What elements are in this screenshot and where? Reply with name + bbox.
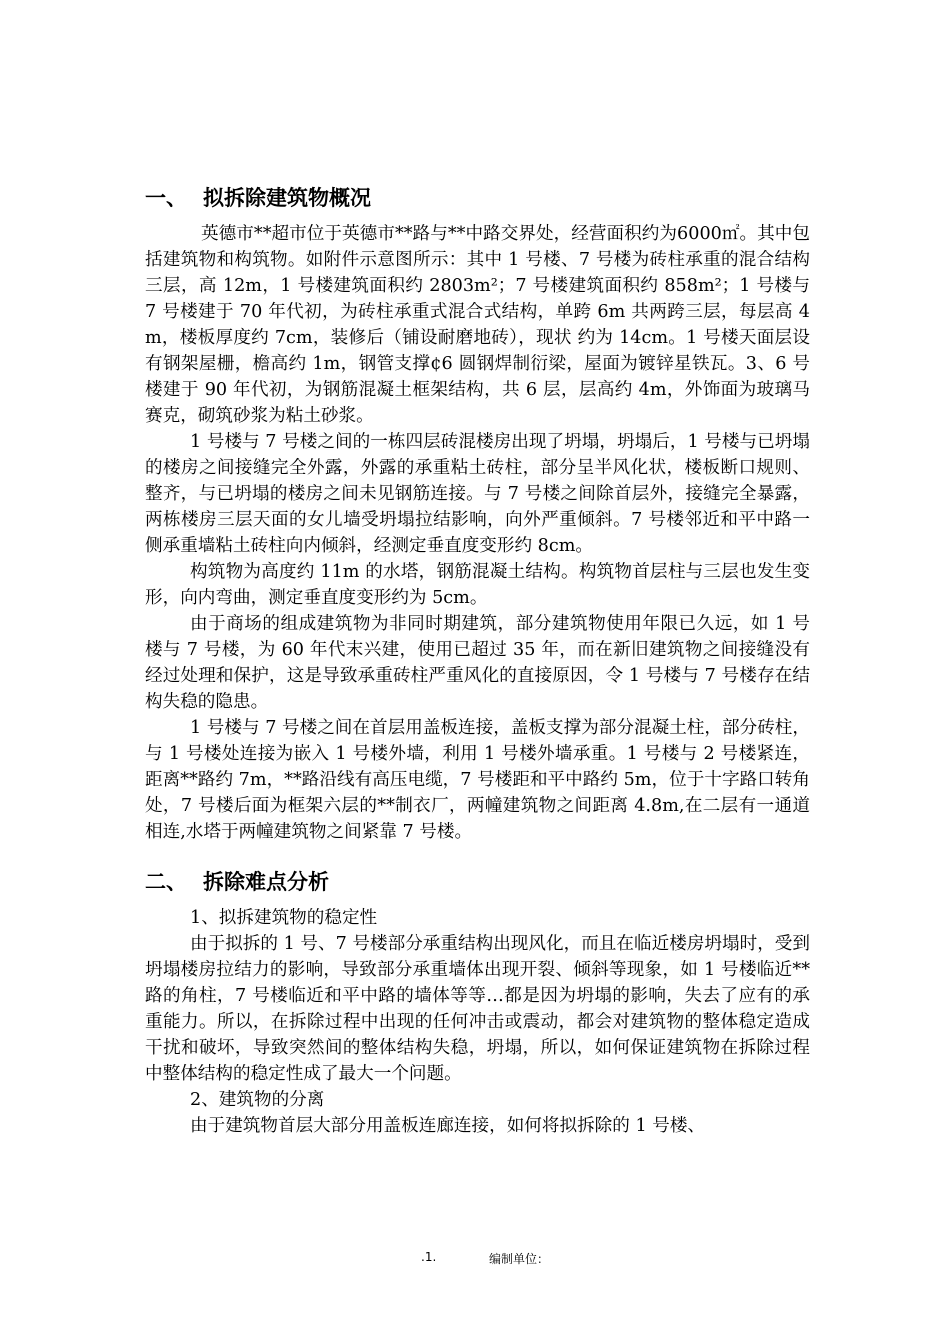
page-number: .1. [421, 1250, 437, 1264]
footer-compiler-unit: 编制单位： [489, 1252, 550, 1266]
section-1-paragraph-5: 1 号楼与 7 号楼之间在首层用盖板连接，盖板支撑为部分混凝土柱，部分砖柱，与 1 号楼处连接为嵌入 1 号楼外墙，利用 1 号楼外墙承重。1 号楼与 2 号楼紧连，距离**路约 7m，**路沿线有高压电缆，7 号楼距和平中路约 5m，位于十字路口转角处，7 号楼后面为框架六层的**制衣厂，两幢建筑物之间距离 4.8m,在二层有一通道相连,水塔于两幢建筑物之间紧靠 7 号楼。 [145, 718, 810, 842]
section-1-paragraph-1: 英德市**超市位于英德市**路与**中路交界处，经营面积约为6000㎡。其中包括建筑物和构筑物。如附件示意图所示：其中 1 号楼、7 号楼为砖柱承重的混合结构三层，高 12m，1 号楼建筑面积约 2803m²；7 号楼建筑面积约 858m²；1 号楼与 7 号楼建于 70 年代初，为砖柱承重式混合式结构，单跨 6m 共两跨三层，每层高 4m，楼板厚度约 7cm，装修后（铺设耐磨地砖），现状 约为 14cm。1 号楼天面层设有钢架屋栅，檐高约 1m，钢管支撑¢6 圆钢焊制衍梁，屋面为镀锌星铁瓦。3、6 号楼建于 90 年代初，为钢筋混凝土框架结构，共 6 层，层高约 4m，外饰面为玻璃马赛克，砌筑砂浆为粘土砂浆。 [145, 224, 810, 426]
section-1-paragraph-4: 由于商场的组成建筑物为非同时期建筑，部分建筑物使用年限已久远，如 1 号楼与 7 号楼，为 60 年代末兴建，使用已超过 35 年，而在新旧建筑物之间接缝没有经过处理和保护，这是导致承重砖柱严重风化的直接原因，令 1 号楼与 7 号楼存在结构失稳的隐患。 [145, 614, 810, 712]
section-1-number: 一、 [145, 186, 187, 210]
document-body [145, 183, 810, 1139]
section-1-paragraph-3: 构筑物为高度约 11m 的水塔，钢筋混凝土结构。构筑物首层柱与三层也发生变形，向内弯曲，测定垂直度变形约为 5cm。 [145, 562, 810, 608]
section-2-number: 二、 [145, 870, 187, 894]
section-1-paragraph-2: 1 号楼与 7 号楼之间的一栋四层砖混楼房出现了坍塌，坍塌后，1 号楼与已坍塌的楼房之间接缝完全外露，外露的承重粘土砖柱，部分呈半风化状，楼板断口规则、整齐，与已坍塌的楼房之间未见钢筋连接。与 7 号楼之间除首层外，接缝完全暴露，两栋楼房三层天面的女儿墙受坍塌拉结影响，向外严重倾斜。7 号楼邻近和平中路一侧承重墙粘土砖柱向内倾斜，经测定垂直度变形约 8cm。 [145, 432, 810, 556]
section-1-title: 拟拆除建筑物概况 [203, 186, 371, 210]
section-2-heading [145, 867, 810, 897]
section-2-paragraph-2: 由于建筑物首层大部分用盖板连廊连接，如何将拟拆除的 1 号楼、 [190, 1116, 706, 1136]
section-2-subheading-1: 1、拟拆建筑物的稳定性 [190, 908, 378, 928]
section-2-paragraph-1: 由于拟拆的 1 号、7 号楼部分承重结构出现风化，而且在临近楼房坍塌时，受到坍塌楼房拉结力的影响，导致部分承重墙体出现开裂、倾斜等现象，如 1 号楼临近**路的角柱，7 号楼临近和平中路的墙体等等…都是因为坍塌的影响，失去了应有的承重能力。所以，在拆除过程中出现的任何冲击或震动，都会对建筑物的整体稳定造成干扰和破坏，导致突然间的整体结构失稳，坍塌，所以，如何保证建筑物在拆除过程中整体结构的稳定性成了最大一个问题。 [145, 934, 810, 1084]
section-2-title: 拆除难点分析 [203, 870, 329, 894]
section-2-subheading-2: 2、建筑物的分离 [190, 1090, 325, 1110]
section-1-heading [145, 183, 810, 213]
